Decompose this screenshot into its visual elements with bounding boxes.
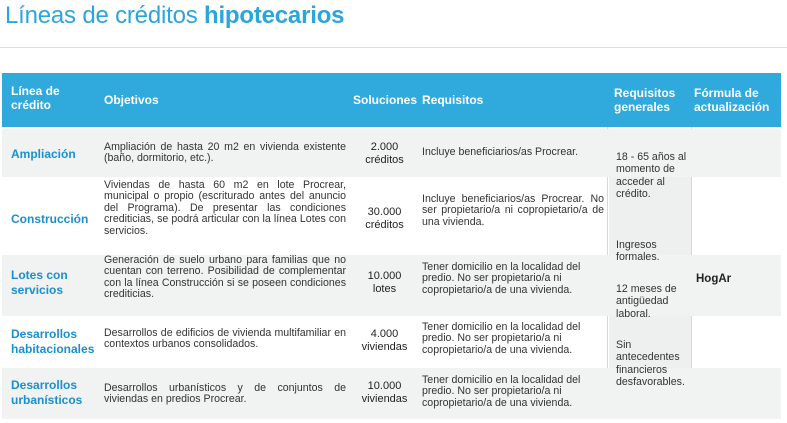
row-requirements: Incluye beneficiarios/as Procrear. (422, 146, 579, 158)
header-soluciones: Soluciones (353, 93, 418, 107)
update-formula: HogAr (696, 273, 732, 285)
row-line-name: Lotes con servicios (11, 268, 68, 297)
row-objective: Desarrollos de edificios de vivienda multifamiliar en contextos urbanos consolidados. (104, 327, 346, 351)
title-normal: Líneas de créditos (5, 2, 198, 29)
header-formula: Fórmula de actualización (694, 86, 770, 114)
general-req-income: Ingresos formales. (616, 239, 660, 264)
title-divider (0, 47, 787, 48)
row-line-name: Desarrollos urbanísticos (11, 378, 83, 407)
row-line-name: Desarrollos habitacionales (11, 327, 95, 356)
row-requirements: Tener domicilio en la localidad del predio. No ser propietario/a ni copropietario/a de una vivienda. (422, 374, 581, 409)
title-bold: hipotecarios (204, 2, 345, 29)
row-solutions: 2.000 créditos (365, 141, 404, 166)
page-title (5, 2, 344, 30)
header-linea: Línea de crédito (11, 84, 60, 112)
row-line-name: Ampliación (11, 147, 76, 161)
row-requirements: Tener domicilio en la localidad del predio. No ser propietario/a ni copropietario/a de una vivienda. (422, 261, 581, 296)
row-solutions: 4.000 viviendas (361, 328, 408, 353)
row-objective: Viviendas de hasta 60 m2 en lote Procrear, municipal o propio (escriturado antes del anuncio del Programa). De presentar las condiciones crediticias, se podrá articular con la línea Lotes con servicios. (104, 179, 346, 237)
row-solutions: 30.000 créditos (365, 206, 404, 231)
table-header (2, 73, 781, 127)
row-objective: Ampliación de hasta 20 m2 en vivienda existente (baño, dormitorio, etc.). (104, 141, 346, 165)
row-line-name: Construcción (11, 212, 89, 226)
general-req-age: 18 - 65 años al momento de acceder al crédito. (616, 151, 687, 201)
row-solutions: 10.000 lotes (367, 270, 402, 295)
row-requirements: Incluye beneficiarios/as Procrear. No ser propietario/a ni copropietario/a de una vivienda. (422, 193, 604, 228)
row-requirements: Tener domicilio en la localidad del predio. No ser propietario/a ni copropietario/a de una vivienda. (422, 321, 581, 356)
row-objective: Desarrollos urbanísticos y de conjuntos de viviendas en predios Procrear. (104, 382, 346, 406)
header-requisitos-generales: Requisitos generales (614, 86, 676, 114)
row-solutions: 10.000 viviendas (361, 380, 408, 405)
header-objetivos: Objetivos (104, 93, 159, 107)
header-requisitos: Requisitos (422, 93, 484, 107)
row-objective: Generación de suelo urbano para familias que no cuentan con terreno. Posibilidad de complementar con la línea Construcción si se poseen condiciones crediticias. (104, 254, 346, 301)
general-req-seniority: 12 meses de antigüedad laboral. (616, 283, 677, 320)
general-req-background: Sin antecedentes financieros desfavorables. (616, 339, 685, 389)
